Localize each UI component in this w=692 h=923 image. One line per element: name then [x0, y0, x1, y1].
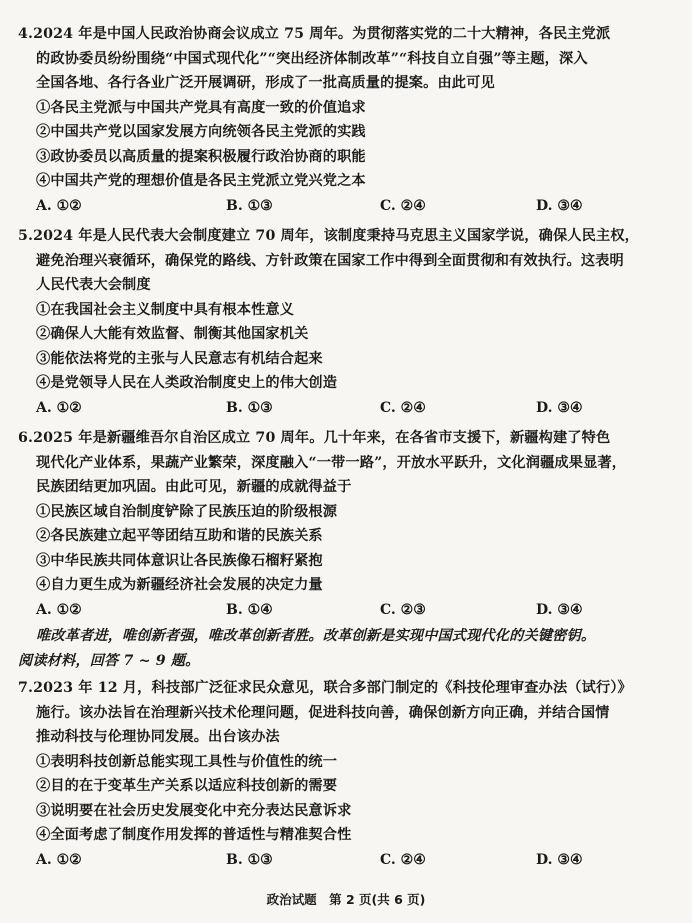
- question-4: [18, 22, 680, 218]
- reading-intro: [18, 624, 680, 673]
- q7-option-a: A. ①②: [36, 851, 82, 868]
- q7-option-d: D. ③④: [536, 851, 583, 868]
- q5-option-b: B. ①③: [226, 399, 273, 416]
- q5-statement-3: ③能依法将党的主张与人民意志有机结合起来: [36, 350, 323, 367]
- q6-statement-2: ②各民族建立起平等团结互助和谐的民族关系: [36, 528, 323, 544]
- q5-statement-2: ②确保人大能有效监督、制衡其他国家机关: [36, 326, 309, 342]
- q7-stem-line-1: 7.2023 年 12 月，科技部广泛征求民众意见，联合多部门制定的《科技伦理审查办法（试行）》: [18, 680, 632, 696]
- question-5: [18, 224, 680, 420]
- q5-stem-line-1: 5.2024 年是人民代表大会制度建立 70 周年，该制度秉持马克思主义国家学说，确保人民主权，: [18, 228, 639, 244]
- q6-option-d: D. ③④: [536, 601, 583, 618]
- q4-option-d: D. ③④: [536, 197, 583, 214]
- q4-statement-4: ④中国共产党的理想价值是各民主党派立党兴党之本: [36, 173, 366, 189]
- q7-stem-line-3: 推动科技与伦理协同发展。出台该办法: [36, 729, 280, 745]
- q7-statement-4: ④全面考虑了制度作用发挥的普适性与精准契合性: [36, 827, 352, 843]
- q6-stem-line-1: 6.2025 年是新疆维吾尔自治区成立 70 周年。几十年来，在各省市支援下，新疆构建了特色: [18, 430, 611, 446]
- q4-options: [18, 194, 680, 218]
- q7-statement-1: ①表明科技创新总能实现工具性与价值性的统一: [36, 753, 338, 770]
- intro-line-1: 唯改革者进，唯创新者强，唯改革创新者胜。改革创新是实现中国式现代化的关键密钥。: [36, 628, 596, 644]
- q7-option-c: C. ②④: [380, 851, 426, 868]
- q4-stem-line-2: 的政协委员纷纷围绕“中国式现代化”“突出经济体制改革”“科技自立自强”等主题，深入: [36, 50, 588, 67]
- q7-options: [18, 848, 680, 872]
- q4-statement-1: ①各民主党派与中国共产党具有高度一致的价值追求: [36, 99, 366, 116]
- q6-option-a: A. ①②: [36, 601, 82, 618]
- q6-statement-3: ③中华民族共同体意识让各民族像石榴籽紧抱: [36, 552, 323, 569]
- q6-stem-line-3: 民族团结更加巩固。由此可见，新疆的成就得益于: [36, 479, 352, 495]
- q4-stem-line-3: 全国各地、各行各业广泛开展调研，形成了一批高质量的提案。由此可见: [36, 75, 495, 91]
- q6-options: [18, 598, 680, 622]
- q5-option-d: D. ③④: [536, 399, 583, 416]
- q5-stem-line-3: 人民代表大会制度: [36, 277, 151, 293]
- question-6: [18, 426, 680, 622]
- q7-statement-3: ③说明要在社会历史发展变化中充分表达民意诉求: [36, 802, 352, 819]
- q4-statement-3: ③政协委员以高质量的提案积极履行政治协商的职能: [36, 148, 366, 165]
- q5-option-c: C. ②④: [380, 399, 426, 416]
- q5-statement-4: ④是党领导人民在人类政治制度史上的伟大创造: [36, 375, 338, 391]
- q5-statement-1: ①在我国社会主义制度中具有根本性意义: [36, 301, 295, 318]
- q5-options: [18, 396, 680, 420]
- q6-option-c: C. ②③: [380, 601, 426, 618]
- q7-option-b: B. ①③: [226, 851, 273, 868]
- q6-statement-4: ④自力更生成为新疆经济社会发展的决定力量: [36, 577, 323, 593]
- q4-option-a: A. ①②: [36, 197, 82, 214]
- q6-statement-1: ①民族区域自治制度铲除了民族压迫的阶级根源: [36, 503, 338, 520]
- intro-line-2: 阅读材料，回答 7 ~ 9 题。: [18, 652, 200, 669]
- q5-stem-line-2: 避免治理兴衰循环，确保党的路线、方针政策在国家工作中得到全面贯彻和有效执行。这表明: [36, 252, 624, 269]
- q4-stem-line-1: 4.2024 年是中国人民政治协商会议成立 75 周年。为贯彻落实党的二十大精神，各民主党派: [18, 26, 611, 42]
- q6-stem-line-2: 现代化产业体系，果蔬产业繁荣，深度融入“一带一路”，开放水平跃升，文化润疆成果显著，: [36, 454, 627, 471]
- question-7: [18, 676, 680, 872]
- q4-statement-2: ②中国共产党以国家发展方向统领各民主党派的实践: [36, 124, 366, 140]
- q4-option-b: B. ①③: [226, 197, 273, 214]
- q4-option-c: C. ②④: [380, 197, 426, 214]
- q5-option-a: A. ①②: [36, 399, 82, 416]
- page-footer: 政治试题 第 2 页(共 6 页): [266, 892, 426, 907]
- q7-statement-2: ②目的在于变革生产关系以适应科技创新的需要: [36, 778, 338, 794]
- q6-option-b: B. ①④: [226, 601, 273, 618]
- q7-stem-line-2: 施行。该办法旨在治理新兴技术伦理问题，促进科技向善，确保创新方向正确，并结合国情: [36, 704, 610, 721]
